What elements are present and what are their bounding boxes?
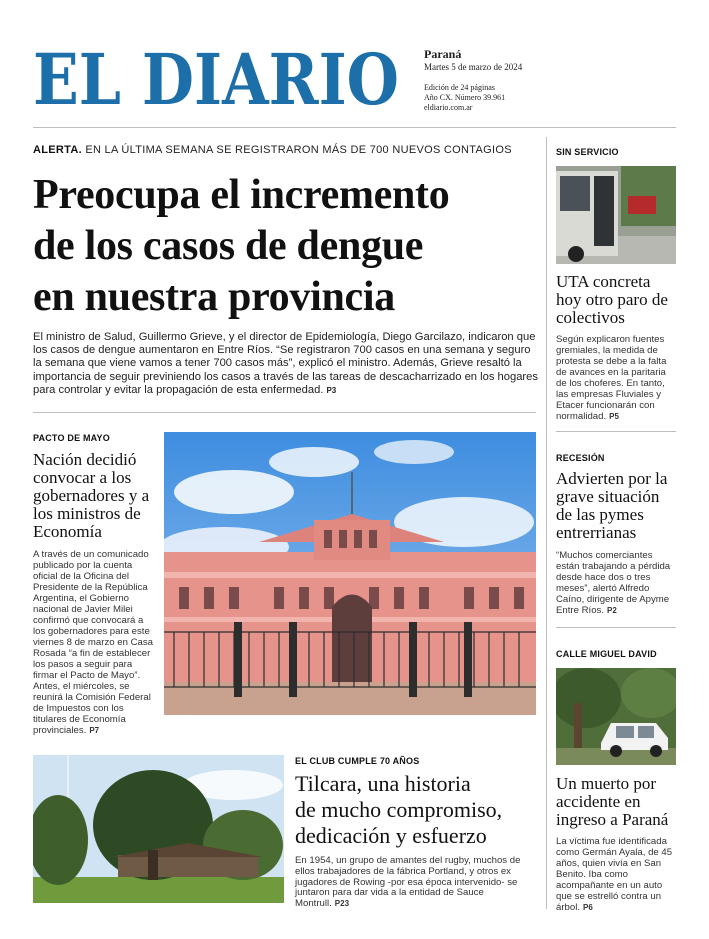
pacto-text: A través de un comunicado publicado por la cuenta oficial de la Oficina del Presidente de la República Argentina, el Gobierno nacional de Javier Milei confirmó que convocará a los gobernadores para este viernes 8 de marzo en Casa Rosada “a fin de establecer los pasos a seguir para firmar el Pacto de Mayo”. Antes, el miércoles, se reunirá la Comisión Federal de Impuestos con los titulares de Economía provinciales.: [33, 549, 153, 736]
casa-rosada-photo: [164, 432, 536, 715]
club-headline[interactable]: [295, 771, 545, 849]
masthead-divider: [33, 127, 676, 128]
sidebar-item-divider: [556, 627, 676, 628]
sidebar-text: Según explicaron fuentes gremiales, la medida de protesta se debe a la falta de avances en la paritaria de los choferes. En tanto, las empresas Fluviales y Etacer funcionarán con normalidad.: [556, 334, 667, 422]
sidebar-divider: [546, 137, 547, 909]
tilcara-club-photo: [33, 755, 284, 903]
pacto-body: [33, 549, 158, 736]
sidebar-headline[interactable]: Advierten por la grave situación de las pymes entrerrianas: [556, 469, 668, 542]
main-headline[interactable]: [33, 170, 543, 323]
sidebar-text: La víctima fue identificada como Germán Ayala, de 45 años, quien vivía en San Benito. Iba como acompañante en un auto que se estrelló contra un árbol.: [556, 836, 673, 913]
sidebar-body: [556, 334, 676, 422]
sidebar-page[interactable]: P6: [583, 903, 593, 912]
sidebar-body: [556, 836, 676, 913]
club-text: En 1954, un grupo de amantes del rugby, muchos de ellos trabajadores de la fábrica Portland, y otros ex jugadores de Rowing -por esa época intervenido- se juntaron para dar vida a la entidad de Sauce Montrull.: [295, 855, 521, 910]
alert-line: [33, 144, 512, 156]
sidebar-body: [556, 550, 676, 616]
club-headline-line: de mucho compromiso,: [295, 797, 503, 822]
alert-text: EN LA ÚLTIMA SEMANA SE REGISTRARON MÁS DE 700 NUEVOS CONTAGIOS: [85, 144, 512, 156]
sidebar-text: “Muchos comerciantes están trabajando a pérdida desde hace dos o tres meses”, alertó Alfredo Caíno, dirigente de Apyme Entre Ríos.: [556, 550, 671, 616]
club-headline-line: dedicación y esfuerzo: [295, 823, 487, 848]
masthead-website[interactable]: eldiario.com.ar: [424, 103, 473, 112]
alert-label: ALERTA.: [33, 144, 82, 156]
main-story-text: El ministro de Salud, Guillermo Grieve, y el director de Epidemiología, Diego Garcilazo, indicaron que los casos de dengue aumentaron en Entre Ríos. “Se registraron 700 casos en una semana y seguro la semana que viene vamos a tener 700 casos más”, explicó el ministro. Además, Grieve resaltó la importancia de seguir previniendo los casos a través de las tareas de descacharrizado en los hogares para controlar y evitar la propagación de esta enfermedad.: [33, 331, 538, 396]
masthead-city: Paraná: [424, 47, 462, 61]
masthead-logo-text: EL DIARIO: [33, 44, 399, 110]
sidebar-kicker: CALLE MIGUEL DAVID: [556, 649, 657, 659]
accident-photo: [556, 668, 676, 765]
pacto-headline[interactable]: Nación decidió convocar a los gobernadores y a los ministros de Economía: [33, 450, 150, 541]
main-story-body: [33, 331, 540, 397]
sidebar-headline[interactable]: UTA concreta hoy otro paro de colectivos: [556, 272, 668, 327]
sidebar-kicker: RECESIÓN: [556, 453, 605, 463]
pacto-kicker: PACTO DE MAYO: [33, 433, 110, 443]
sidebar-page[interactable]: P2: [607, 606, 617, 615]
sidebar-headline[interactable]: Un muerto por accidente en ingreso a Paraná: [556, 774, 669, 829]
sidebar-item-divider: [556, 431, 676, 432]
sidebar-page[interactable]: P5: [609, 412, 619, 421]
masthead-edition: Edición de 24 páginas: [424, 83, 495, 92]
club-kicker: EL CLUB CUMPLE 70 AÑOS: [295, 756, 420, 766]
bus-photo: [556, 166, 676, 264]
main-headline-line: Preocupa el incremento: [33, 172, 450, 218]
masthead-year-number: Año CX. Número 39.961: [424, 93, 506, 102]
club-page[interactable]: P23: [334, 899, 350, 909]
masthead-date: Martes 5 de marzo de 2024: [424, 62, 523, 72]
main-story-divider: [33, 412, 536, 413]
main-headline-line: en nuestra provincia: [33, 274, 395, 320]
pacto-page[interactable]: P7: [89, 726, 100, 735]
main-story-page[interactable]: P3: [326, 385, 337, 395]
club-body: [295, 856, 532, 910]
club-headline-line: Tilcara, una historia: [295, 771, 471, 796]
main-headline-line: de los casos de dengue: [33, 223, 424, 269]
sidebar-kicker: SIN SERVICIO: [556, 147, 619, 157]
masthead-logo: [33, 44, 403, 110]
